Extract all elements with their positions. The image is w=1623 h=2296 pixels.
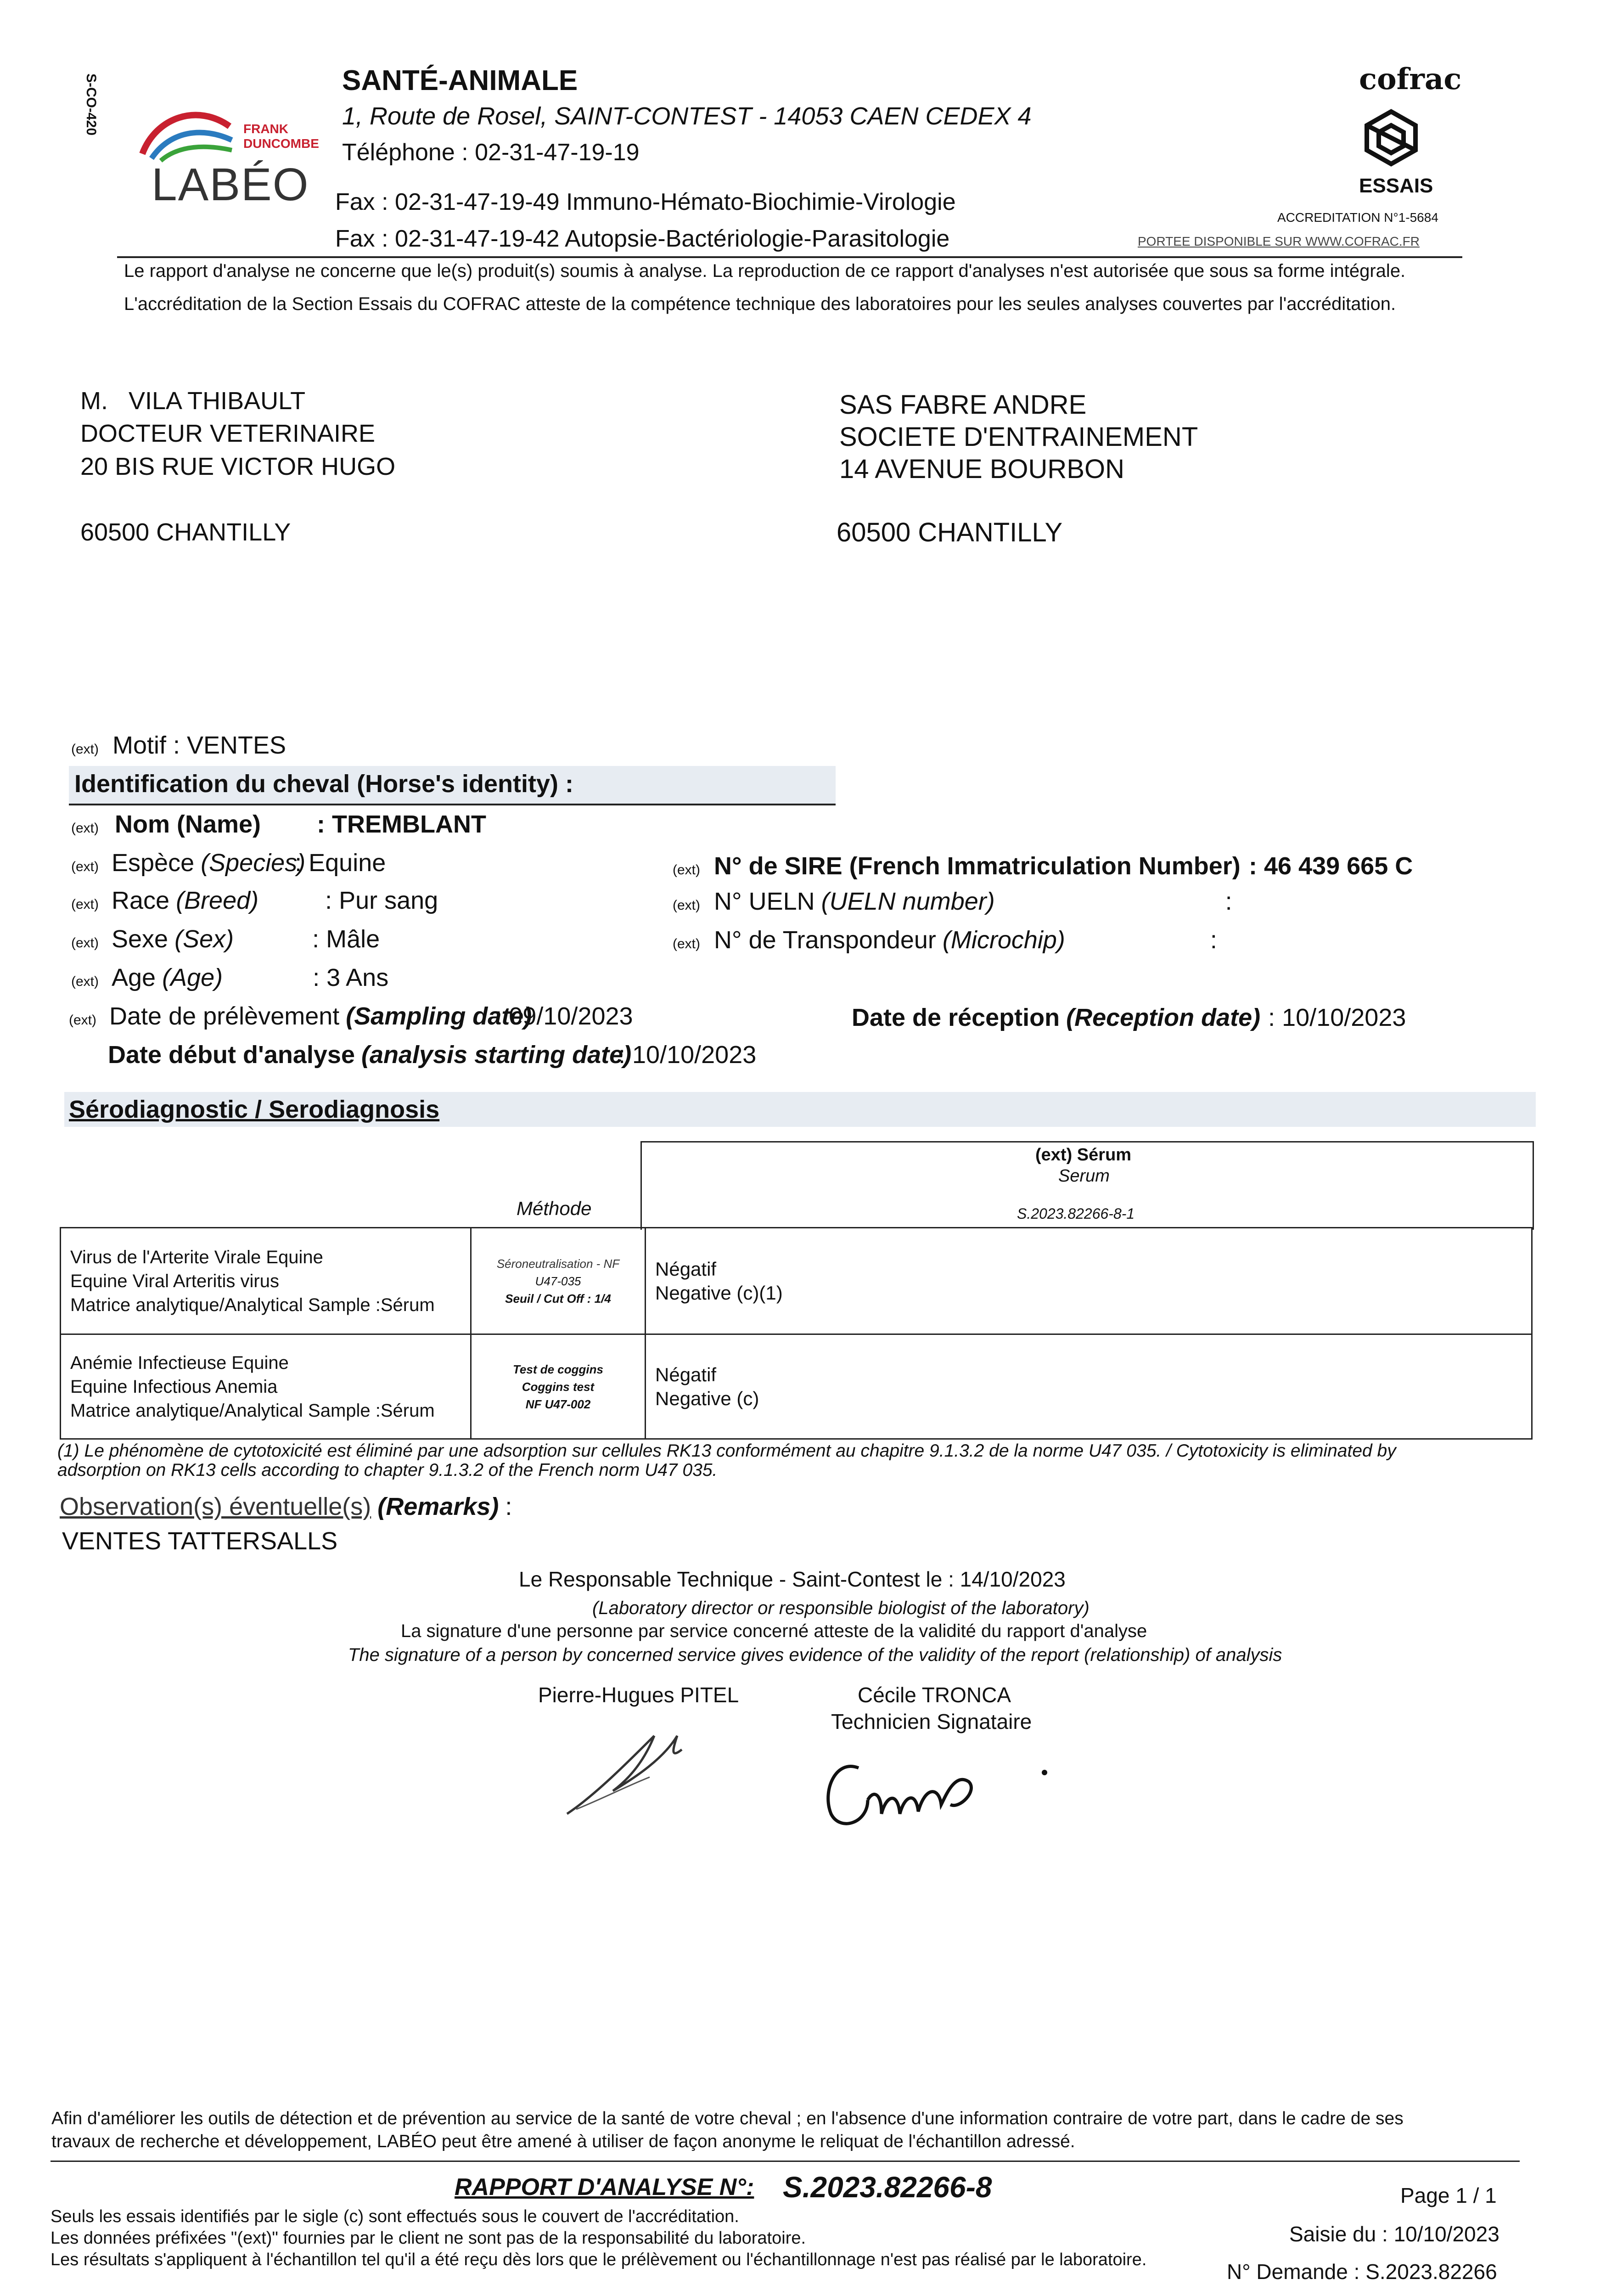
sampling-date-value: : 09/10/2023 xyxy=(495,1002,633,1030)
start-date-label-en: (analysis starting date) xyxy=(361,1041,632,1069)
sample-id: S.2023.82266-8-1 xyxy=(1017,1205,1135,1222)
analyte-en: Equine Viral Arteritis virus xyxy=(70,1271,279,1291)
ext-tag: (ext) xyxy=(71,859,99,874)
horse-ueln-value: : xyxy=(1225,888,1232,915)
horse-sex-value: : Mâle xyxy=(312,925,380,953)
horse-sire-value: : 46 439 665 C xyxy=(1249,852,1413,880)
sample-header-line1 xyxy=(1035,1145,1131,1165)
horse-name-value: : TREMBLANT xyxy=(317,810,486,838)
horse-transp-label: N° de Transpondeur xyxy=(714,926,936,954)
horse-breed-value: : Pur sang xyxy=(325,887,438,914)
bottom-note-1: Afin d'améliorer les outils de détection et de prévention au service de la santé de votre cheval ; en l'absence d'une information contraire de votre part, dans le cadre de ses xyxy=(51,2109,1404,2128)
start-date-label: Date début d'analyse xyxy=(108,1041,355,1069)
disclaimer-2: L'accréditation de la Section Essais du COFRAC atteste de la compétence technique des laboratoires pour les seules analyses couvertes par l'accréditation. xyxy=(124,294,1396,314)
ext-tag: (ext) xyxy=(69,1013,96,1028)
reception-date-label: Date de réception xyxy=(852,1004,1060,1031)
ext-tag: (ext) xyxy=(71,974,99,989)
horse-breed-row xyxy=(71,886,438,915)
results-table xyxy=(60,1227,1533,1440)
ext-tag: (ext) xyxy=(71,897,99,912)
org-fax2: Fax : 02-31-47-19-42 Autopsie-Bactériologie-Parasitologie xyxy=(335,225,950,252)
analyte-cell xyxy=(61,1228,471,1334)
org-address: 1, Route de Rosel, SAINT-CONTEST - 14053 CAEN CEDEX 4 xyxy=(342,102,1032,130)
remarks-colon: : xyxy=(505,1493,512,1520)
analyte-matrix: Matrice analytique/Analytical Sample :Sérum xyxy=(70,1294,435,1315)
ext-tag: (ext) xyxy=(71,742,99,757)
report-label: RAPPORT D'ANALYSE N°: xyxy=(455,2174,754,2200)
signature-tronca-icon xyxy=(817,1740,1056,1841)
sig-person2-title: Technicien Signataire xyxy=(831,1710,1032,1733)
horse-species-label: Espèce xyxy=(112,849,195,877)
horse-age-label-en: (Age) xyxy=(162,964,223,991)
horse-ueln-label-en: (UELN number) xyxy=(821,888,995,915)
footnote-line1: (1) Le phénomène de cytotoxicité est éliminé par une adsorption sur cellules RK13 conformément au chapitre 9.1.3.2 de la norme U47 035. / Cytotoxicity is eliminated by xyxy=(57,1441,1396,1461)
horse-sex-label: Sexe xyxy=(112,925,168,953)
sig-person1: Pierre-Hugues PITEL xyxy=(538,1683,739,1707)
demande-number: N° Demande : S.2023.82266 xyxy=(1227,2260,1497,2284)
horse-transp-row xyxy=(673,926,1217,954)
footer-rule xyxy=(51,2161,1520,2162)
disclaimer-1: Le rapport d'analyse ne concerne que le(s) produit(s) soumis à analyse. La reproduction de ce rapport d'analyses n'est autorisée que sous sa forme intégrale. xyxy=(124,261,1406,281)
sig-line3: La signature d'une personne par service concerné atteste de la validité du rapport d'analyse xyxy=(401,1621,1147,1641)
vet-line1: M. VILA THIBAULT xyxy=(80,387,306,415)
sig-line4: The signature of a person by concerned service gives evidence of the validity of the report (relationship) of analysis xyxy=(348,1645,1282,1665)
horse-breed-label-en: (Breed) xyxy=(176,887,259,914)
method-line1: Test de coggins xyxy=(513,1362,603,1376)
logo-swoosh-icon xyxy=(129,99,239,168)
sample-header-sub: Serum xyxy=(1058,1166,1110,1186)
start-date-row xyxy=(108,1041,756,1069)
methode-header: Méthode xyxy=(517,1198,592,1219)
analyte-matrix: Matrice analytique/Analytical Sample :Sérum xyxy=(70,1400,435,1421)
vet-line2: DOCTEUR VETERINAIRE xyxy=(80,420,376,447)
side-code: S-CO-420 xyxy=(84,73,99,136)
client-line3: 14 AVENUE BOURBON xyxy=(839,454,1125,484)
method-line2: Coggins test xyxy=(522,1379,595,1394)
sampling-date-label-en: (Sampling date) xyxy=(346,1002,532,1030)
ext-tag: (ext) xyxy=(71,821,99,836)
horse-name-label: Nom (Name) xyxy=(115,810,261,838)
horse-name-row xyxy=(71,810,486,838)
horse-age-label: Age xyxy=(112,964,156,991)
result-fr: Négatif xyxy=(655,1258,717,1280)
remarks-value: VENTES TATTERSALLS xyxy=(62,1527,338,1555)
method-line1: Séroneutralisation - NF xyxy=(496,1256,620,1271)
logo-frank: FRANK xyxy=(243,122,288,136)
org-phone: Téléphone : 02-31-47-19-19 xyxy=(342,139,640,166)
footer-note-1: Seuls les essais identifiés par le sigle (c) sont effectués sous le couvert de l'accréditation. xyxy=(51,2207,739,2226)
horse-age-row xyxy=(71,963,388,992)
table-row xyxy=(61,1228,1532,1334)
horse-species-label-en: (Species) xyxy=(201,849,306,877)
footer-note-3: Les résultats s'appliquent à l'échantillon tel qu'il a été reçu dès lors que le prélèvement ou l'échantillonnage n'est pas réalisé par le laboratoire. xyxy=(51,2250,1147,2269)
org-fax1: Fax : 02-31-47-19-49 Immuno-Hémato-Biochimie-Virologie xyxy=(335,189,956,215)
horse-transp-value: : xyxy=(1210,926,1217,954)
motif-row xyxy=(71,731,286,760)
horse-ueln-label: N° UELN xyxy=(714,888,815,915)
horse-breed-label: Race xyxy=(112,887,170,914)
remarks-en: (Remarks) xyxy=(377,1493,499,1520)
ext-tag: (ext) xyxy=(71,935,99,951)
footnote-line2: adsorption on RK13 cells according to chapter 9.1.3.2 of the French norm U47 035. xyxy=(57,1460,718,1480)
sampling-date-label: Date de prélèvement xyxy=(109,1002,340,1030)
analyte-fr: Anémie Infectieuse Equine xyxy=(70,1352,289,1373)
saisie-date: Saisie du : 10/10/2023 xyxy=(1289,2222,1499,2246)
vet-city: 60500 CHANTILLY xyxy=(80,518,291,546)
result-en: Negative (c) xyxy=(655,1387,759,1409)
analyte-fr: Virus de l'Arterite Virale Equine xyxy=(70,1247,323,1267)
horse-sex-label-en: (Sex) xyxy=(174,925,234,953)
labeo-logo xyxy=(129,99,331,214)
method-cell xyxy=(471,1228,646,1334)
reception-date-value: : 10/10/2023 xyxy=(1268,1004,1406,1031)
method-line3: Seuil / Cut Off : 1/4 xyxy=(505,1291,611,1306)
analyte-en: Equine Infectious Anemia xyxy=(70,1376,278,1397)
bottom-note-2: travaux de recherche et développement, LABÉO peut être amené à utiliser de façon anonyme le reliquat de l'échantillon adressé. xyxy=(51,2132,1075,2151)
remarks-title: Observation(s) éventuelle(s) xyxy=(60,1493,371,1520)
sig-person2: Cécile TRONCA xyxy=(858,1683,1011,1707)
sig-line2: (Laboratory director or responsible biologist of the laboratory) xyxy=(592,1598,1089,1618)
ext-tag: (ext) xyxy=(673,862,700,878)
identity-title: Identification du cheval (Horse's identity) : xyxy=(74,770,573,798)
result-cell xyxy=(646,1334,1532,1439)
logo-duncombe: DUNCOMBE xyxy=(243,136,319,151)
cofrac-portee: PORTEE DISPONIBLE SUR WWW.COFRAC.FR xyxy=(1138,234,1420,248)
ext-tag: (ext) xyxy=(673,936,700,951)
horse-sex-row xyxy=(71,925,380,953)
client-city: 60500 CHANTILLY xyxy=(837,518,1063,547)
horse-species-value: : Equine xyxy=(295,849,386,877)
result-cell xyxy=(646,1228,1532,1334)
ext-tag: (ext) xyxy=(673,898,700,913)
horse-sire-label: N° de SIRE (French Immatriculation Number) xyxy=(714,852,1241,880)
cofrac-emblem-icon xyxy=(1361,108,1421,168)
horse-sire-row xyxy=(673,852,1413,880)
remarks-row xyxy=(60,1492,512,1521)
method-line3: NF U47-002 xyxy=(525,1397,591,1411)
signature-pitel-icon xyxy=(558,1708,723,1828)
footer-note-2: Les données préfixées "(ext)" fournies par le client ne sont pas de la responsabilité du laboratoire. xyxy=(51,2228,806,2248)
report-number: S.2023.82266-8 xyxy=(783,2171,992,2204)
reception-date-row xyxy=(852,1003,1406,1032)
horse-transp-label-en: (Microchip) xyxy=(942,926,1065,954)
sero-title: Sérodiagnostic / Serodiagnosis xyxy=(69,1096,440,1123)
sampling-date-row xyxy=(69,1002,633,1030)
cofrac-essais: ESSAIS xyxy=(1359,174,1433,197)
client-line1: SAS FABRE ANDRE xyxy=(839,390,1087,420)
table-row xyxy=(61,1334,1532,1439)
method-line2: U47-035 xyxy=(535,1274,581,1288)
start-date-value: : 10/10/2023 xyxy=(618,1041,757,1069)
method-cell xyxy=(471,1334,646,1439)
reception-date-label-en: (Reception date) xyxy=(1066,1004,1261,1031)
result-fr: Négatif xyxy=(655,1363,717,1385)
logo-labeo: LABÉO xyxy=(152,159,309,210)
page-number: Page 1 / 1 xyxy=(1400,2183,1497,2207)
client-line2: SOCIETE D'ENTRAINEMENT xyxy=(839,422,1198,452)
header-rule xyxy=(117,256,1462,258)
horse-age-value: : 3 Ans xyxy=(313,964,389,991)
sample-header-prefix: (ext) xyxy=(1035,1145,1077,1165)
org-name: SANTÉ-ANIMALE xyxy=(342,65,578,96)
motif-text: Motif : VENTES xyxy=(112,732,286,759)
analyte-cell xyxy=(61,1334,471,1439)
vet-line3: 20 BIS RUE VICTOR HUGO xyxy=(80,453,396,480)
cofrac-accreditation: ACCREDITATION N°1-5684 xyxy=(1277,210,1438,225)
sample-header-bold: Sérum xyxy=(1077,1145,1132,1165)
horse-species-row xyxy=(71,849,386,877)
sig-line1: Le Responsable Technique - Saint-Contest le : 14/10/2023 xyxy=(519,1567,1066,1591)
cofrac-brand: cofrac xyxy=(1359,62,1462,96)
result-en: Negative (c)(1) xyxy=(655,1282,783,1304)
horse-ueln-row xyxy=(673,887,1232,916)
